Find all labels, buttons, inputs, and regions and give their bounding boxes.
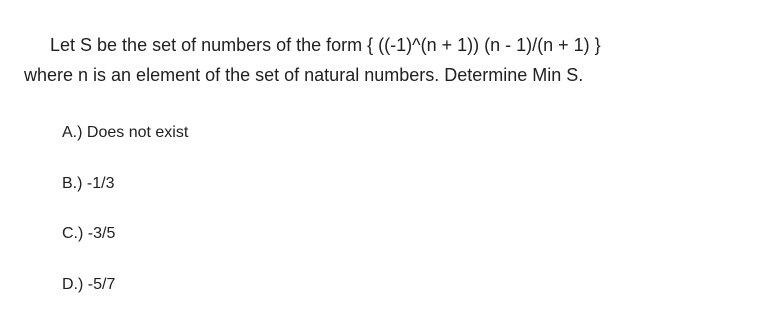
option-c: C.) -3/5 bbox=[62, 225, 116, 242]
question-line-2: where n is an element of the set of natural numbers. Determine Min S. bbox=[24, 65, 584, 85]
option-d: D.) -5/7 bbox=[62, 275, 116, 293]
question-line-1: Let S be the set of numbers of the form { ((-1)^(n + 1)) (n - 1)/(n + 1) } bbox=[50, 35, 601, 55]
option-a: A.) Does not exist bbox=[62, 124, 189, 141]
answer-options-list bbox=[62, 121, 188, 323]
question-text bbox=[24, 30, 764, 90]
option-b: B.) -1/3 bbox=[62, 174, 115, 192]
